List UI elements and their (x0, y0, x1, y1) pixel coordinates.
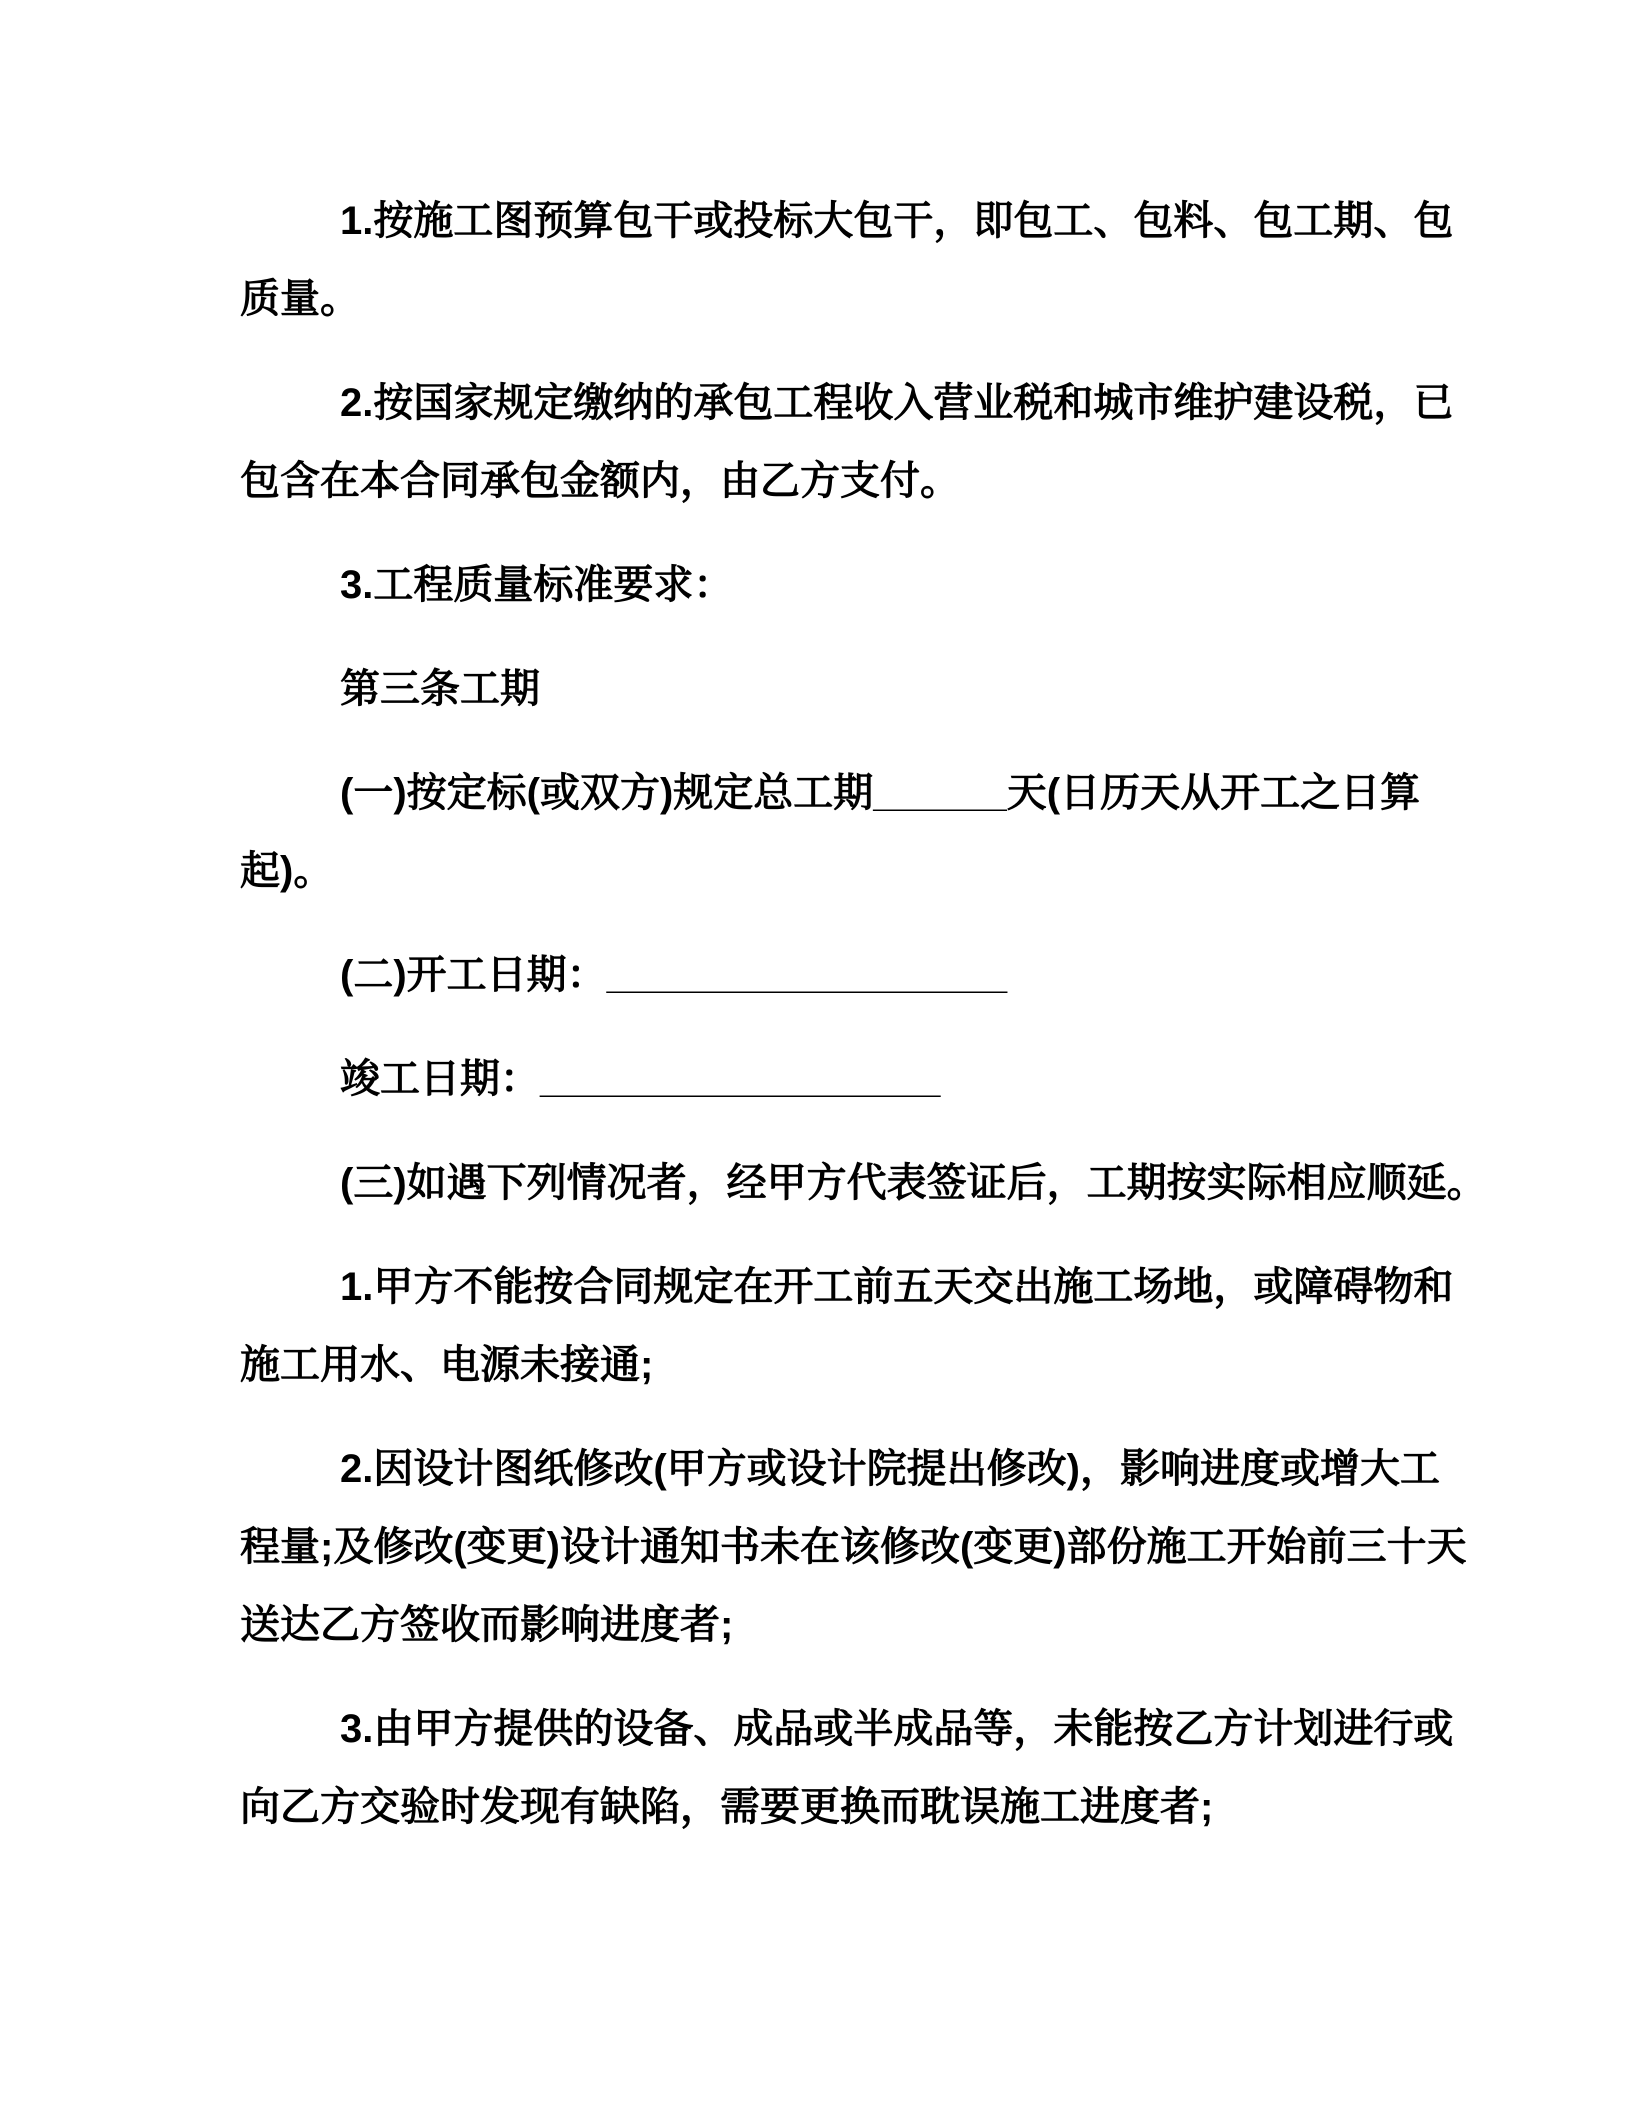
paragraph (240, 1144, 1487, 1222)
document-body (240, 182, 1487, 1872)
text-line: 第三条工期 (340, 667, 540, 711)
text-line: 包含在本合同承包金额内，由乙方支付。 (240, 459, 960, 503)
paragraph (240, 1040, 1470, 1118)
paragraph (240, 546, 1470, 624)
paragraph (240, 936, 1470, 1014)
text-line: 起)。 (240, 849, 334, 893)
paragraph (240, 1248, 1470, 1404)
text-line: 送达乙方签收而影响进度者; (240, 1603, 734, 1647)
text-line: (一)按定标(或双方)规定总工期______天(日历天从开工之日算 (340, 771, 1421, 815)
text-line: 1.甲方不能按合同规定在开工前五天交出施工场地，或障碍物和 (340, 1265, 1454, 1309)
text-line: (三)如遇下列情况者，经甲方代表签证后，工期按实际相应顺延。 (340, 1161, 1487, 1205)
text-line: 施工用水、电源未接通; (240, 1343, 654, 1387)
text-line: 程量;及修改(变更)设计通知书未在该修改(变更)部份施工开始前三十天 (240, 1525, 1467, 1569)
text-line: 1.按施工图预算包干或投标大包干，即包工、包料、包工期、包 (340, 199, 1454, 243)
text-line: 2.因设计图纸修改(甲方或设计院提出修改)，影响进度或增大工 (340, 1447, 1440, 1491)
paragraph (240, 650, 1470, 728)
text-line: 质量。 (240, 277, 360, 321)
paragraph (240, 364, 1470, 520)
paragraph (240, 182, 1470, 338)
text-line: 2.按国家规定缴纳的承包工程收入营业税和城市维护建设税，已 (340, 381, 1454, 425)
paragraph (240, 1690, 1470, 1846)
text-line: 向乙方交验时发现有缺陷，需要更换而耽误施工进度者; (240, 1785, 1214, 1829)
text-line: 3.由甲方提供的设备、成品或半成品等，未能按乙方计划进行或 (340, 1707, 1454, 1751)
paragraph (240, 1430, 1470, 1664)
text-line: 竣工日期：__________________ (340, 1057, 941, 1101)
paragraph (240, 754, 1470, 910)
text-line: 3.工程质量标准要求： (340, 563, 734, 607)
text-line: (二)开工日期：__________________ (340, 953, 1008, 997)
